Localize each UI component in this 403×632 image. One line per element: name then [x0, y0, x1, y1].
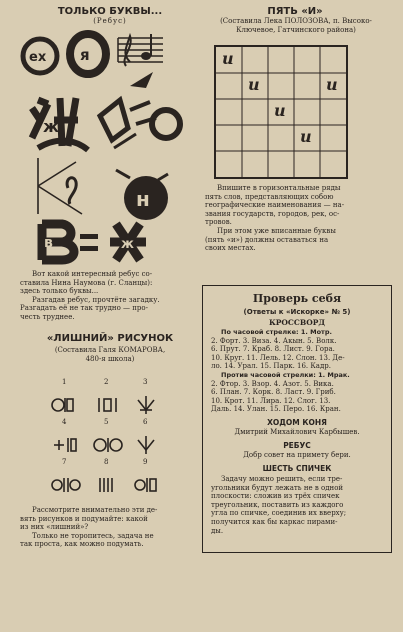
- grid-letter-r4: и: [300, 127, 312, 146]
- number-6: 6: [143, 418, 148, 426]
- rebus-answer: Добр совет на примету бери.: [243, 451, 351, 459]
- grid-letter-r2: и: [326, 75, 338, 94]
- grid-letter-r1: и: [222, 49, 234, 68]
- number-2: 2: [104, 378, 109, 386]
- number-5: 5: [104, 418, 109, 426]
- number-9: 9: [143, 458, 148, 466]
- knight-answer: Дмитрий Михайлович Карбышев.: [234, 428, 360, 436]
- number-8: 8: [104, 458, 109, 466]
- matches-title: ШЕСТЬ СПИЧЕК: [262, 464, 332, 473]
- glyph-ex: ex: [29, 50, 47, 65]
- grid-letter-r3: и: [274, 101, 286, 120]
- five-i-author-2: Ключевое, Гатчинского района): [236, 26, 356, 34]
- crossword-title: КРОССВОРД: [268, 318, 326, 327]
- check-subtitle: (Ответы к «Искорке» № 5): [243, 308, 351, 316]
- rebus-letters-illustration: [18, 28, 198, 268]
- five-i-title: ПЯТЬ «И»: [267, 6, 323, 17]
- lishniy-symbols: [46, 388, 176, 508]
- grid-letter-r2b: и: [248, 75, 260, 94]
- number-3: 3: [143, 378, 148, 386]
- number-4: 4: [62, 418, 67, 426]
- rebus1-description: Вот какой интересный ребус со- ставила Нина Наумова (г. Сланцы): здесь только буквы... Разгадав ребус, прочтёте загадку. Разгадать её не так трудно — про- честь труднее.: [20, 270, 160, 321]
- lishniy-title: «ЛИШНИЙ» РИСУНОК: [46, 333, 174, 344]
- rebus1-subtitle: (Ребус): [93, 17, 127, 25]
- matches-answer: Задачу можно решить, если тре- угольники будут лежать не в одной плоскости: сложив из трёх спичек треугольник, поставить из каждого угла по спичке, соединив их вверху; получится как бы каркас пирами- ды.: [211, 475, 347, 535]
- glyph-v: в: [44, 235, 53, 251]
- glyph-zh: ж: [43, 117, 59, 136]
- lishniy-description: Рассмотрите внимательно эти де- вять рисунков и подумайте: какой из них «лишний»? Только не торопитесь, задача не так проста, как можно подумать.: [20, 506, 158, 549]
- glyph-zh-2: ж: [121, 237, 134, 252]
- crossword-answers: По часовой стрелке: 1. Мотр. 2. Форт. 3. Виза. 4. Акын. 5. Волк. 6. Прут. 7. Краб. 8. Лист. 9. Гора. 10. Круг. 11. Лель. 12. Слон. 13. Де- ло. 14. Урал. 15. Парк. 16. Кадр. Против часовой стрелки: 1. Мрак. 2. Фтор. 3. Взор. 4. Азот. 5. Вика. 6. План. 7. Корк. 8. Ласт. 9. Гриб. 10. Крот. 11. Лира. 12. Слог. 13. Даль. 14. Улан. 15. Перо. 16. Кран.: [211, 328, 350, 414]
- number-1: 1: [62, 378, 67, 386]
- answers-box: [202, 285, 392, 553]
- five-i-grid: [214, 45, 348, 179]
- lishniy-author: (Составила Галя КОМАРОВА,: [54, 346, 166, 354]
- five-i-author-1: (Составила Лека ПОЛОЗОВА, п. Высоко-: [220, 17, 372, 25]
- check-title: Проверь себя: [252, 292, 342, 305]
- rebus-title: РЕБУС: [283, 441, 311, 450]
- rebus1-title: ТОЛЬКО БУКВЫ...: [57, 6, 163, 17]
- number-7: 7: [62, 458, 67, 466]
- glyph-n: н: [136, 187, 150, 211]
- glyph-ya: я: [80, 46, 90, 64]
- knight-title: ХОДОМ КОНЯ: [267, 418, 327, 427]
- five-i-description: Впишите в горизонтальные ряды пять слов, представляющих собою географические наименования — на- звания государств, городов, рек, ос- тровов. При этом уже вписанные буквы (пять «и») должны оставаться на своих местах.: [205, 184, 345, 253]
- lishniy-school: 480-я школа): [85, 355, 135, 363]
